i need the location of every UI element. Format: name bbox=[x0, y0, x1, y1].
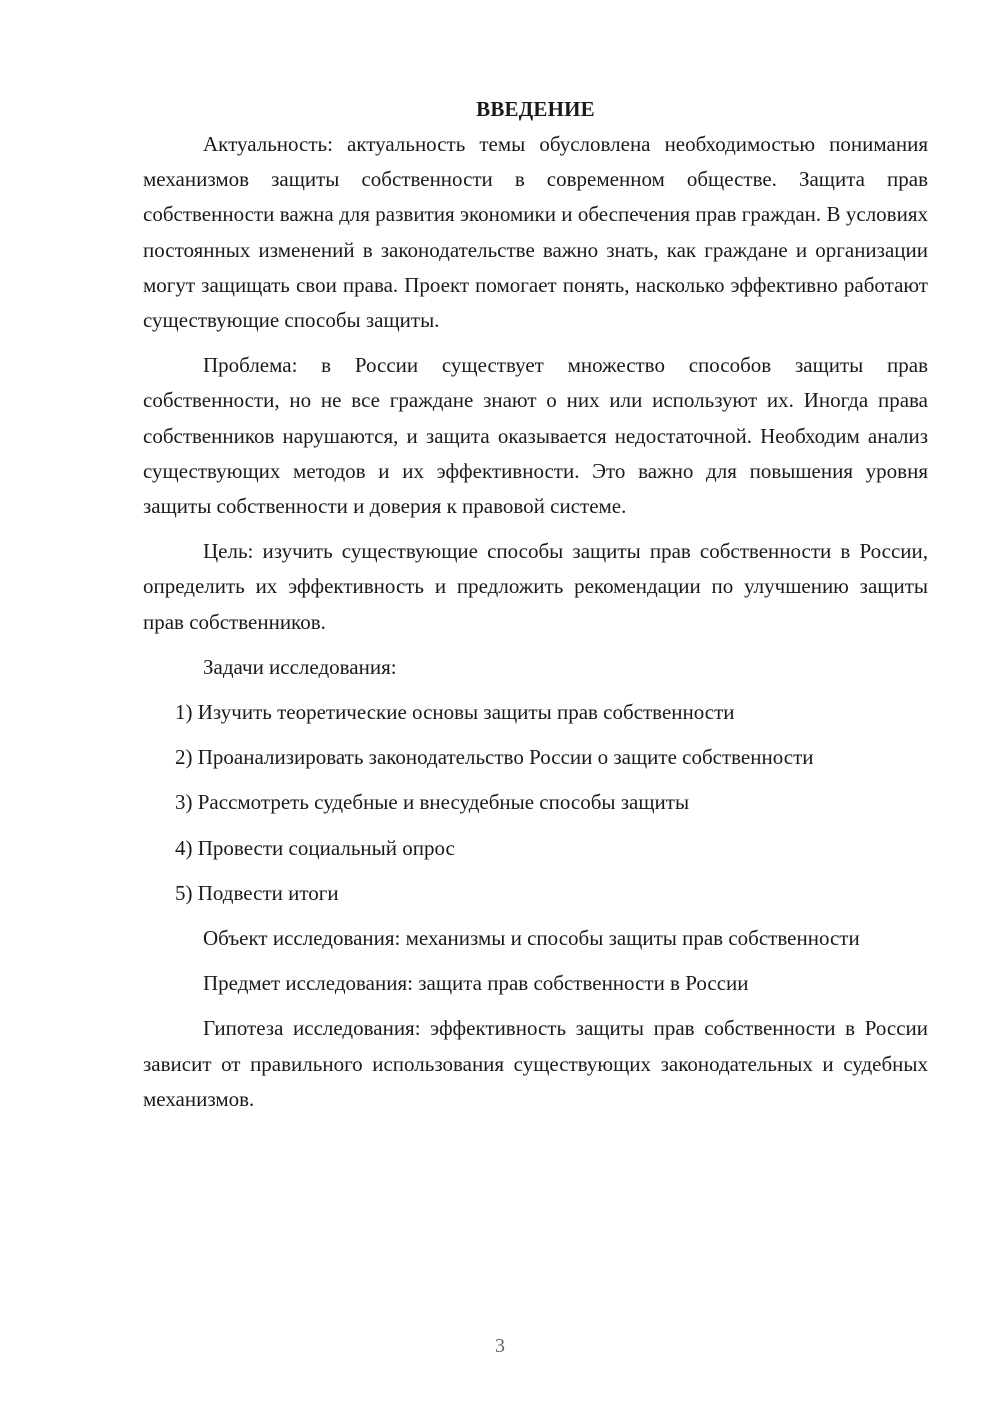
task-item-3: 3) Рассмотреть судебные и внесудебные способы защиты bbox=[175, 790, 690, 815]
document-page bbox=[143, 92, 928, 1117]
page-number: 3 bbox=[495, 1335, 505, 1357]
paragraph-relevance: Актуальность: актуальность темы обусловлена необходимостью понимания механизмов защиты собственности в современном обществе. Защита прав собственности важна для развития экономики и обеспечения прав граждан. В условиях постоянных изменений в законодательстве важно знать, как граждане и организации могут защищать свои права. Проект помогает понять, насколько эффективно работают существующие способы защиты. bbox=[143, 132, 928, 333]
section-title: ВВЕДЕНИЕ bbox=[476, 97, 595, 121]
paragraph-problem: Проблема: в России существует множество способов защиты прав собственности, но не все граждане знают о них или используют их. Иногда права собственников нарушаются, и защита оказывается недостаточной. Необходим анализ существующих методов и их эффективности. Это важно для повышения уровня защиты собственности и доверия к правовой системе. bbox=[143, 353, 928, 519]
task-item-5: 5) Подвести итоги bbox=[175, 880, 339, 905]
paragraph-goal: Цель: изучить существующие способы защиты прав собственности в России, определить их эффективность и предложить рекомендации по улучшению защиты прав собственников. bbox=[143, 539, 928, 634]
task-item-4: 4) Провести социальный опрос bbox=[175, 835, 455, 860]
paragraph-hypothesis: Гипотеза исследования: эффективность защиты прав собственности в России зависит от правильного использования существующих законодательных и судебных механизмов. bbox=[143, 1016, 928, 1111]
paragraph-object: Объект исследования: механизмы и способы защиты прав собственности bbox=[203, 926, 860, 951]
paragraph-subject: Предмет исследования: защита прав собственности в России bbox=[203, 971, 749, 996]
task-item-2: 2) Проанализировать законодательство России о защите собственности bbox=[175, 745, 814, 770]
paragraph-tasks-heading: Задачи исследования: bbox=[203, 654, 397, 679]
task-item-1: 1) Изучить теоретические основы защиты прав собственности bbox=[175, 700, 735, 725]
